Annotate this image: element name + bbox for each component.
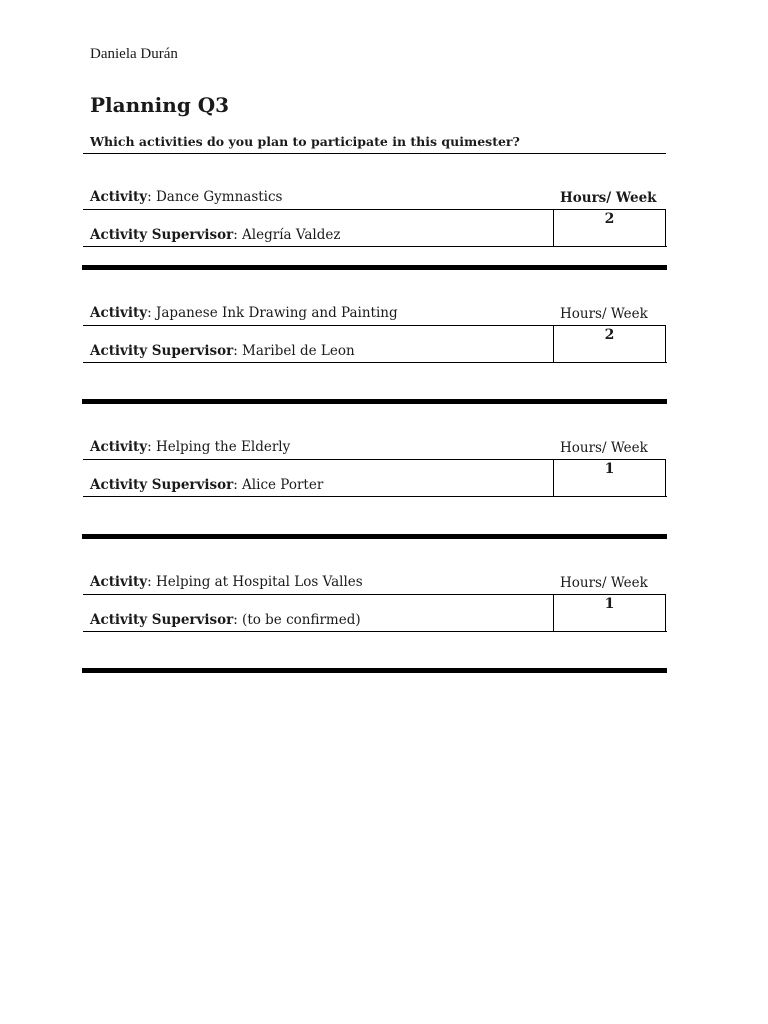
question-text: Which activities do you plan to participate in this quimester?	[90, 134, 520, 149]
supervisor-label: Activity Supervisor	[90, 612, 234, 628]
activity-label: Activity	[90, 189, 148, 205]
hours-week-label: Hours/ Week	[560, 440, 648, 456]
activity-block-4	[83, 574, 667, 634]
supervisor-name: : (to be confirmed)	[233, 612, 361, 628]
hours-week-label: Hours/ Week	[560, 190, 657, 206]
supervisor-name: : Alice Porter	[233, 477, 324, 493]
divider	[83, 246, 667, 247]
supervisor-line	[90, 477, 323, 493]
supervisor-name: : Alegría Valdez	[233, 227, 341, 243]
activity-line	[90, 439, 290, 455]
section-separator	[82, 668, 667, 673]
supervisor-line	[90, 227, 341, 243]
activity-name: : Helping at Hospital Los Valles	[147, 574, 363, 590]
supervisor-line	[90, 343, 355, 359]
divider	[83, 496, 667, 497]
supervisor-line	[90, 612, 361, 628]
activity-label: Activity	[90, 574, 148, 590]
activity-label: Activity	[90, 305, 148, 321]
section-separator	[82, 399, 667, 404]
hours-week-label: Hours/ Week	[560, 575, 648, 591]
activity-block-1	[83, 189, 667, 249]
question-row	[83, 133, 666, 154]
supervisor-name: : Maribel de Leon	[233, 343, 355, 359]
activity-line	[90, 574, 363, 590]
author-name: Daniela Durán	[90, 46, 178, 62]
activity-line	[90, 189, 283, 205]
hours-value: 2	[553, 325, 666, 362]
activity-label: Activity	[90, 439, 148, 455]
activity-block-3	[83, 439, 667, 499]
section-separator	[82, 534, 667, 539]
hours-value: 2	[553, 209, 666, 246]
activity-block-2	[83, 305, 667, 365]
activity-name: : Helping the Elderly	[147, 439, 291, 455]
divider	[83, 362, 667, 363]
hours-value: 1	[553, 459, 666, 496]
supervisor-label: Activity Supervisor	[90, 343, 234, 359]
activity-name: : Dance Gymnastics	[147, 189, 283, 205]
page-title: Planning Q3	[90, 93, 230, 117]
section-separator	[82, 265, 667, 270]
hours-week-label: Hours/ Week	[560, 306, 648, 322]
supervisor-label: Activity Supervisor	[90, 477, 234, 493]
activity-line	[90, 305, 398, 321]
divider	[83, 631, 667, 632]
supervisor-label: Activity Supervisor	[90, 227, 234, 243]
activity-name: : Japanese Ink Drawing and Painting	[147, 305, 398, 321]
hours-value: 1	[553, 594, 666, 631]
